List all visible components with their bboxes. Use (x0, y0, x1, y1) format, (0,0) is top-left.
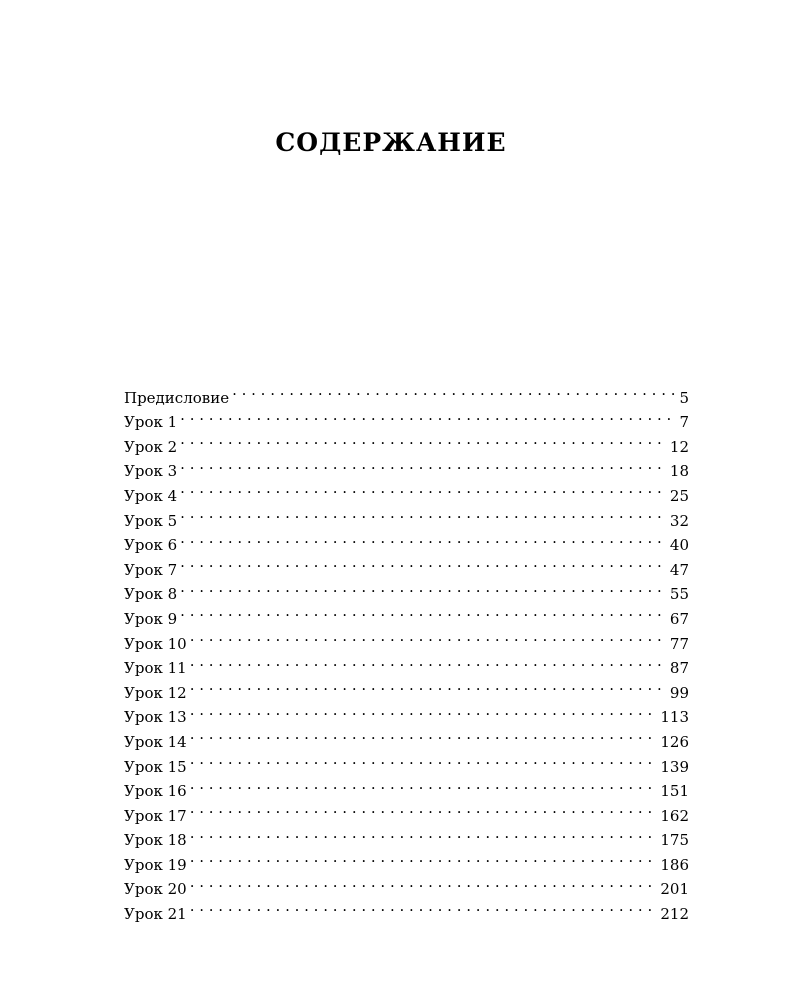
toc-dot-leader (180, 427, 667, 452)
toc-dot-leader (190, 870, 658, 895)
toc-entry-page: 201 (657, 877, 689, 902)
toc-entry-page: 25 (667, 484, 689, 509)
toc-entry-label: Урок 19 (124, 853, 190, 878)
toc-entry-label: Урок 16 (124, 779, 190, 804)
toc-dot-leader (180, 452, 667, 477)
toc-dot-leader (190, 673, 667, 698)
toc-entry-lesson-21[interactable] (124, 894, 689, 924)
toc-entry-page: 67 (667, 607, 689, 632)
toc-entry-label: Урок 12 (124, 681, 190, 706)
toc-entry-page: 113 (657, 705, 689, 730)
toc-entry-label: Урок 8 (124, 582, 180, 607)
toc-dot-leader (190, 894, 658, 919)
toc-entry-lesson-2[interactable] (124, 427, 689, 456)
toc-entry-lesson-12[interactable] (124, 673, 689, 702)
toc-dot-leader (180, 403, 676, 428)
toc-dot-leader (180, 599, 667, 624)
toc-entry-page: 18 (667, 459, 689, 484)
toc-dot-leader (190, 624, 667, 649)
toc-entry-lesson-3[interactable] (124, 452, 689, 481)
toc-entry-lesson-9[interactable] (124, 599, 689, 628)
toc-entry-page: 12 (667, 435, 689, 460)
toc-entry-label: Предисловие (124, 386, 232, 411)
toc-entry-preface[interactable] (124, 378, 689, 407)
toc-entry-lesson-4[interactable] (124, 476, 689, 505)
toc-dot-leader (180, 526, 667, 551)
toc-entry-page: 186 (657, 853, 689, 878)
toc-entry-label: Урок 10 (124, 632, 190, 657)
toc-entry-label: Урок 4 (124, 484, 180, 509)
toc-entry-page: 175 (657, 828, 689, 853)
toc-entry-lesson-1[interactable] (124, 403, 689, 432)
toc-dot-leader (190, 649, 667, 674)
toc-entry-page: 87 (667, 656, 689, 681)
toc-entry-page: 126 (657, 730, 689, 755)
toc-entry-lesson-17[interactable] (124, 796, 689, 825)
toc-entry-page: 40 (667, 533, 689, 558)
toc-entry-page: 151 (657, 779, 689, 804)
toc-entry-label: Урок 9 (124, 607, 180, 632)
table-of-contents (124, 378, 689, 924)
toc-entry-label: Урок 5 (124, 509, 180, 534)
toc-dot-leader (190, 821, 658, 846)
toc-entry-label: Урок 17 (124, 804, 190, 829)
toc-entry-label: Урок 18 (124, 828, 190, 853)
toc-dot-leader (190, 845, 658, 870)
toc-entry-lesson-10[interactable] (124, 624, 689, 653)
toc-entry-label: Урок 15 (124, 755, 190, 780)
toc-dot-leader (180, 575, 667, 600)
toc-entry-page: 99 (667, 681, 689, 706)
toc-dot-leader (232, 378, 676, 403)
toc-entry-lesson-8[interactable] (124, 575, 689, 604)
toc-entry-lesson-6[interactable] (124, 526, 689, 555)
toc-entry-page: 139 (657, 755, 689, 780)
toc-entry-label: Урок 11 (124, 656, 190, 681)
toc-entry-lesson-11[interactable] (124, 649, 689, 678)
toc-dot-leader (190, 722, 658, 747)
toc-entry-page: 47 (667, 558, 689, 583)
toc-entry-lesson-15[interactable] (124, 747, 689, 776)
toc-entry-page: 32 (667, 509, 689, 534)
toc-dot-leader (180, 550, 667, 575)
toc-entry-label: Урок 14 (124, 730, 190, 755)
toc-entry-page: 162 (657, 804, 689, 829)
toc-dot-leader (190, 772, 658, 797)
toc-entry-label: Урок 1 (124, 410, 180, 435)
toc-entry-label: Урок 3 (124, 459, 180, 484)
toc-dot-leader (180, 501, 667, 526)
toc-entry-lesson-19[interactable] (124, 845, 689, 874)
page-title: СОДЕРЖАНИЕ (275, 127, 507, 157)
toc-entry-lesson-16[interactable] (124, 772, 689, 801)
toc-entry-label: Урок 20 (124, 877, 190, 902)
toc-entry-lesson-20[interactable] (124, 870, 689, 899)
toc-entry-lesson-13[interactable] (124, 698, 689, 727)
toc-dot-leader (190, 698, 658, 723)
toc-entry-page: 5 (676, 386, 689, 411)
toc-entry-page: 77 (667, 632, 689, 657)
toc-entry-page: 212 (657, 902, 689, 927)
toc-entry-label: Урок 13 (124, 705, 190, 730)
toc-entry-lesson-14[interactable] (124, 722, 689, 751)
toc-dot-leader (190, 796, 658, 821)
toc-dot-leader (190, 747, 658, 772)
toc-entry-lesson-18[interactable] (124, 821, 689, 850)
toc-entry-lesson-7[interactable] (124, 550, 689, 579)
toc-entry-label: Урок 7 (124, 558, 180, 583)
toc-entry-lesson-5[interactable] (124, 501, 689, 530)
toc-entry-label: Урок 2 (124, 435, 180, 460)
toc-entry-page: 55 (667, 582, 689, 607)
toc-entry-label: Урок 21 (124, 902, 190, 927)
toc-dot-leader (180, 476, 667, 501)
toc-entry-page: 7 (676, 410, 689, 435)
toc-entry-label: Урок 6 (124, 533, 180, 558)
